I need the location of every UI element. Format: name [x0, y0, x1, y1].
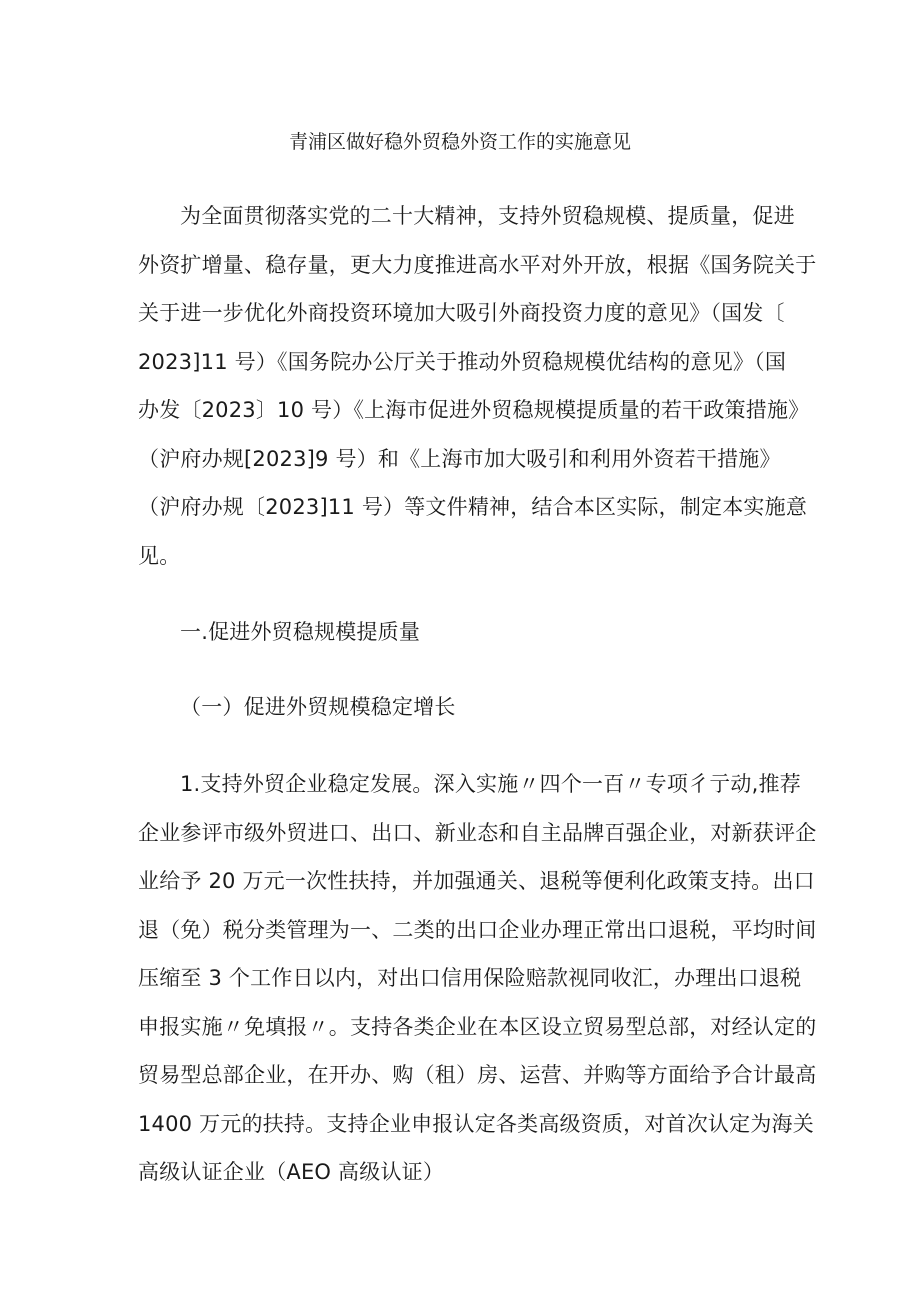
item1-line: 1.支持外贸企业稳定发展。深入实施〃四个一百〃专项彳亍动,推荐 [180, 772, 801, 796]
intro-line: （沪府办规〔2023]11 号）等文件精神，结合本区实际，制定本实施意 [138, 495, 808, 519]
intro-line: 见。 [138, 544, 181, 568]
intro-line: 办发〔2023〕10 号）《上海市促进外贸稳规模提质量的若干政策措施》 [138, 398, 810, 422]
item1-line: 1400 万元的扶持。支持企业申报认定各类高级资质，对首次认定为海关 [138, 1112, 814, 1136]
section-heading: 一.促进外贸稳规模提质量 [180, 620, 421, 644]
item1-line: 高级认证企业（AEO 高级认证） [138, 1160, 445, 1184]
item1-line: 企业参评市级外贸进口、出口、新业态和自主品牌百强企业，对新获评企 [138, 821, 817, 845]
intro-line: 外资扩增量、稳存量，更大力度推进高水平对外开放，根据《国务院关于 [138, 253, 817, 277]
intro-line: 关于进一步优化外商投资环境加大吸引外商投资力度的意见》（国发〔 [138, 301, 785, 325]
item1-line: 贸易型总部企业，在开办、购（租）房、运营、并购等方面给予合计最高 [138, 1063, 817, 1087]
intro-line: （沪府办规[2023]9 号）和《上海市加大吸引和利用外资若干措施》 [138, 447, 781, 471]
intro-line: 2023]11 号）《国务院办公厅关于推动外贸稳规模优结构的意见》（国 [138, 350, 787, 374]
item1-line: 退（免）税分类管理为一、二类的出口企业办理正常出口退税，平均时间 [138, 918, 817, 942]
subsection-heading: （一）促进外贸规模稳定增长 [180, 695, 456, 719]
item1-line: 压缩至 3 个工作日以内，对出口信用保险赔款视同收汇，办理出口退税 [138, 966, 802, 990]
item1-line: 业给予 20 万元一次性扶持，并加强通关、退税等便利化政策支持。出口 [138, 869, 815, 893]
intro-line: 为全面贯彻落实党的二十大精神，支持外贸稳规模、提质量，促进 [180, 204, 795, 228]
document-title: 青浦区做好稳外贸稳外资工作的实施意见 [288, 131, 631, 153]
item1-line: 申报实施〃免填报〃。支持各类企业在本区设立贸易型总部，对经认定的 [138, 1015, 817, 1039]
